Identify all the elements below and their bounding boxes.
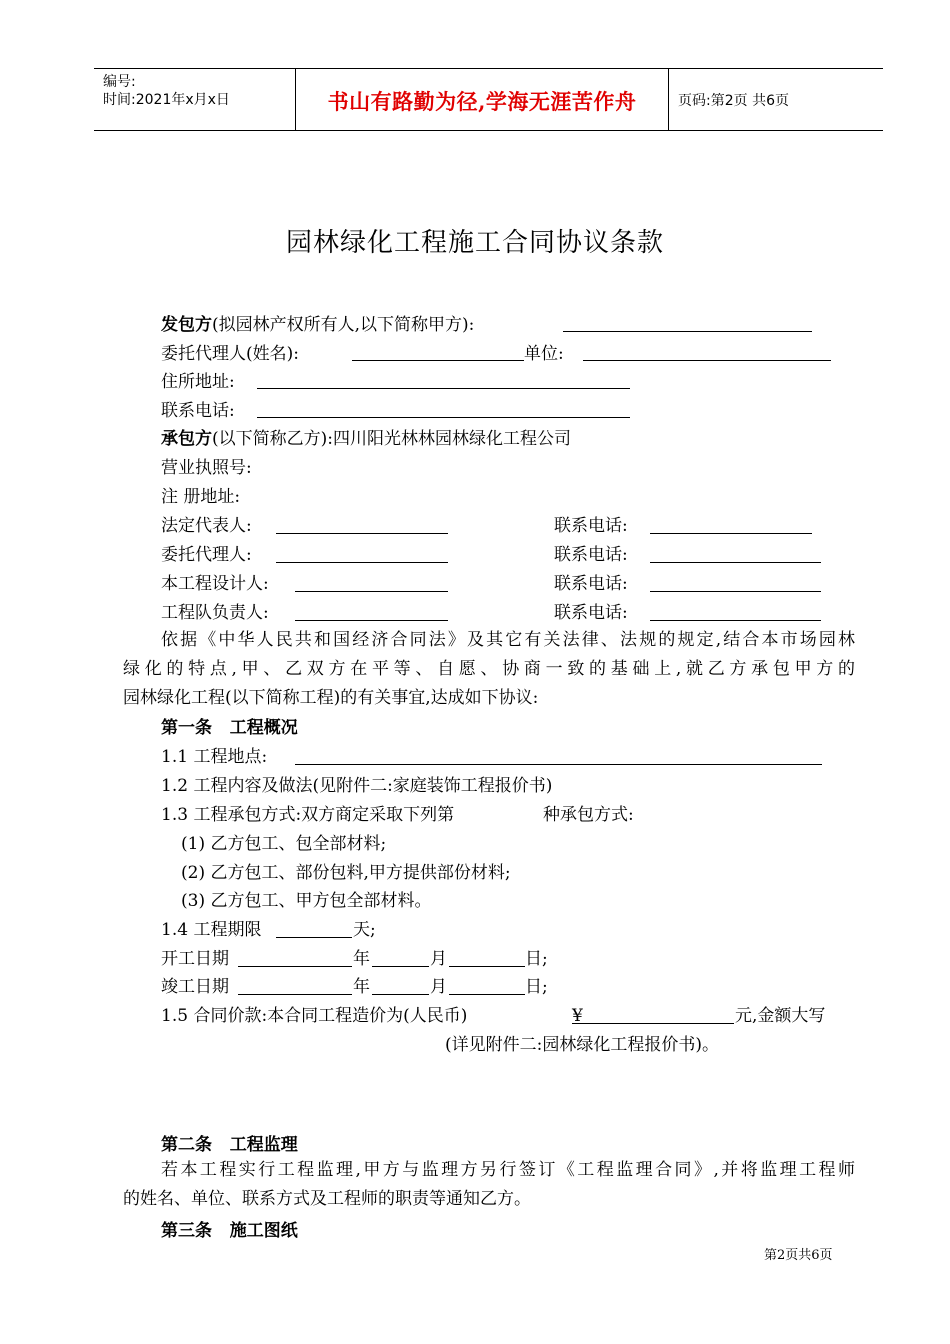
item-1-5-tail: 元,金额大写 (735, 1006, 826, 1026)
address-label: 住所地址: (161, 372, 235, 392)
duration-blank[interactable] (276, 937, 352, 938)
team-leader-phone-blank[interactable] (650, 620, 821, 621)
intro-line: 园林绿化工程(以下简称工程)的有关事宜,达成如下协议: (123, 688, 539, 708)
page-header (94, 68, 883, 131)
legal-rep-phone-label: 联系电话: (554, 516, 628, 536)
intro-paragraph (123, 626, 855, 713)
end-month-blank[interactable] (372, 994, 429, 995)
designer-label: 本工程设计人: (161, 574, 269, 594)
license-label: 营业执照号: (161, 458, 252, 478)
legal-rep-blank[interactable] (276, 533, 448, 534)
item-1-3b: 种承包方式: (543, 805, 634, 825)
team-leader-phone-label: 联系电话: (554, 603, 628, 623)
legal-rep-label: 法定代表人: (161, 516, 252, 536)
end-month-text: 月 (430, 977, 447, 997)
agent-b-label: 委托代理人: (161, 545, 252, 565)
agent-b-phone-blank[interactable] (650, 562, 821, 563)
agent-a-blank[interactable] (352, 360, 524, 361)
end-day-blank[interactable] (449, 994, 525, 995)
option-3: (3) 乙方包工、甲方包全部材料。 (181, 891, 432, 911)
end-day-text: 日; (525, 977, 548, 997)
party-a-line (161, 314, 474, 336)
agent-a-line (161, 343, 299, 365)
header-slogan: 书山有路勤为径,学海无涯苦作舟 (327, 89, 637, 114)
designer-blank[interactable] (295, 591, 448, 592)
start-date-label: 开工日期 (161, 949, 229, 969)
team-leader-label: 工程队负责人: (161, 603, 269, 623)
agent-a-label: 委托代理人(姓名): (161, 344, 299, 364)
party-b-line (161, 428, 571, 450)
start-month-text: 月 (430, 949, 447, 969)
unit-blank[interactable] (583, 360, 831, 361)
item-1-4-label: 1.4 工程期限 (161, 920, 262, 940)
header-center-cell (296, 69, 669, 130)
code-label: 编号: (103, 74, 136, 90)
item-1-2: 1.2 工程内容及做法(见附件二:家庭装饰工程报价书) (161, 776, 553, 796)
header-right-cell (669, 69, 883, 130)
article-2-line: 若本工程实行工程监理,甲方与监理方另行签订《工程监理合同》,并将监理工程师 (161, 1160, 855, 1180)
team-leader-blank[interactable] (295, 620, 448, 621)
location-blank[interactable] (295, 764, 822, 765)
header-left-cell (94, 69, 296, 130)
item-1-5-label: 1.5 合同价款:本合同工程造价为(人民币) (161, 1006, 468, 1026)
party-a-name-blank[interactable] (563, 331, 812, 332)
start-month-blank[interactable] (372, 966, 429, 967)
start-day-text: 日; (525, 949, 548, 969)
agent-b-phone-label: 联系电话: (554, 545, 628, 565)
currency-symbol: ¥ (572, 1006, 583, 1026)
article-2-paragraph (123, 1156, 855, 1214)
header-page-info: 页码:第2页 共6页 (678, 93, 789, 109)
start-year-text: 年 (353, 949, 370, 969)
article-1-heading: 第一条 工程概况 (161, 718, 298, 738)
time-label: 时间:2021年x月x日 (103, 92, 230, 108)
start-year-blank[interactable] (238, 966, 352, 967)
phone-a-label: 联系电话: (161, 401, 235, 421)
option-1: (1) 乙方包工、包全部材料; (181, 834, 387, 854)
legal-rep-phone-blank[interactable] (650, 533, 812, 534)
page-footer: 第2页共6页 (764, 1248, 833, 1263)
designer-phone-label: 联系电话: (554, 574, 628, 594)
end-year-text: 年 (353, 977, 370, 997)
article-2-line: 的姓名、单位、联系方式及工程师的职责等通知乙方。 (123, 1189, 531, 1209)
party-a-label: 发包方 (161, 315, 212, 335)
intro-line: 绿化的特点,甲、乙双方在平等、自愿、协商一致的基础上,就乙方承包甲方的 (123, 659, 855, 679)
reg-address-label: 注 册地址: (161, 487, 241, 507)
item-1-3a: 1.3 工程承包方式:双方商定采取下列第 (161, 805, 455, 825)
unit-label: 单位: (524, 344, 564, 364)
party-a-desc: (拟园林产权所有人,以下简称甲方): (212, 315, 475, 335)
option-2: (2) 乙方包工、部份包料,甲方提供部份材料; (181, 863, 511, 883)
article-3-heading: 第三条 施工图纸 (161, 1221, 298, 1241)
item-1-5-note: (详见附件二:园林绿化工程报价书)。 (445, 1035, 719, 1055)
designer-phone-blank[interactable] (650, 591, 821, 592)
party-b-desc: (以下简称乙方):四川阳光林林园林绿化工程公司 (212, 429, 571, 449)
article-2-heading: 第二条 工程监理 (161, 1135, 298, 1155)
document-title: 园林绿化工程施工合同协议条款 (285, 228, 664, 258)
start-day-blank[interactable] (449, 966, 525, 967)
agent-b-blank[interactable] (276, 562, 448, 563)
day-text: 天; (353, 920, 376, 940)
price-blank[interactable] (572, 1023, 734, 1024)
address-blank[interactable] (257, 388, 630, 389)
item-1-1-label: 1.1 工程地点: (161, 747, 268, 767)
phone-a-blank[interactable] (257, 417, 630, 418)
end-year-blank[interactable] (238, 994, 352, 995)
intro-line: 依据《中华人民共和国经济合同法》及其它有关法律、法规的规定,结合本市场园林 (161, 630, 855, 650)
end-date-label: 竣工日期 (161, 977, 229, 997)
party-b-label: 承包方 (161, 429, 212, 449)
